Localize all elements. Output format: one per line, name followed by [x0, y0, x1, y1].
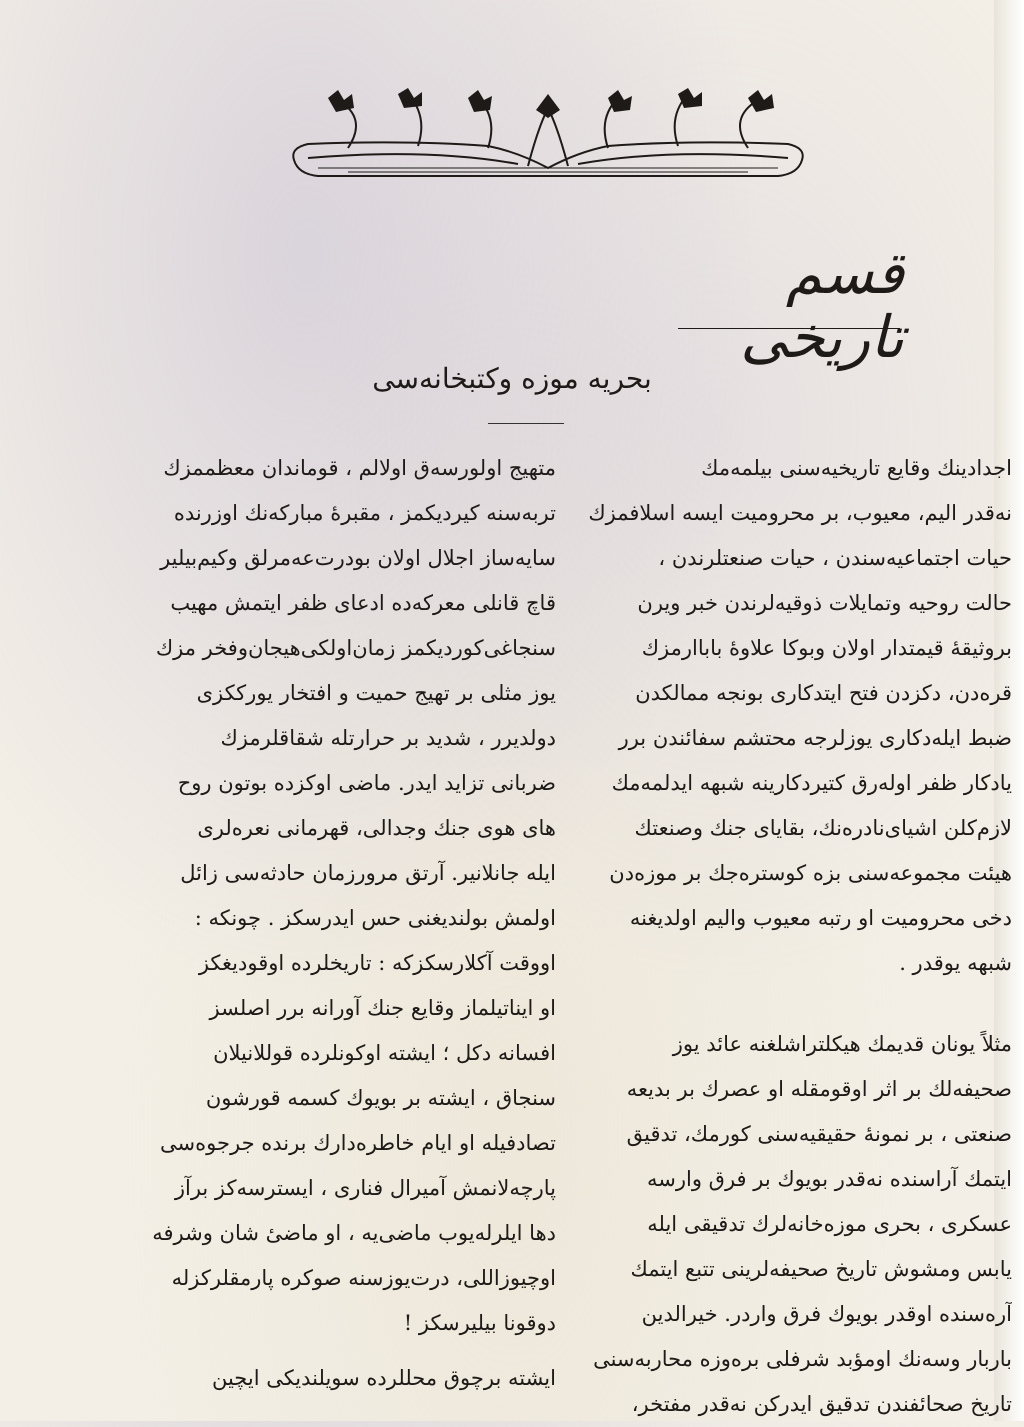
floral-ornament-icon: [288, 88, 808, 188]
text-line: یابس ومشوش تاریخ صحیفه‌لرینی تتبع ایتمك: [630, 1257, 1012, 1281]
text-line: قره‌دن، دكزدن فتح ایتدكاری بونجه ممالكدن: [635, 681, 1012, 705]
text-line: دولدیرر ، شدید بر حرارتله شقاقلرمزك: [220, 726, 556, 750]
right-paragraph-1: [572, 446, 1012, 986]
paragraph-gap: [116, 1346, 556, 1356]
text-line: عسكری ، بحری موزه‌خانه‌لرك تدقیقی ایله: [647, 1212, 1012, 1236]
text-line: پارچه‌لانمش آمیرال فناری ، ایسترسه‌كز برآز: [174, 1176, 556, 1200]
text-line: اجدادینك وقایع تاریخیه‌سنی بیلمه‌مك: [701, 456, 1012, 480]
left-column: [116, 446, 556, 1401]
left-paragraph-2: [116, 1356, 556, 1401]
text-line: ایشته برچوق محللرده سویلندیكی ایچین: [211, 1366, 556, 1390]
article-subtitle: بحریه موزه وکتبخانه‌سی: [372, 362, 652, 395]
text-line: حیات اجتماعیه‌سندن ، حیات صنعتلرندن ،: [658, 546, 1012, 570]
text-line: سنجاق ، ایشته بر بویوك كسمه قورشون: [205, 1086, 556, 1110]
text-line: آره‌سنده اوقدر بویوك فرق واردر. خیرالدین: [641, 1302, 1012, 1326]
text-line: اوچیوزاللی، درت‌یوزسنه صوكره پارمقلركزله: [171, 1266, 556, 1290]
paragraph-gap: [572, 986, 1012, 1022]
text-line: صحیفه‌لك بر اثر اوقومقله او عصرك بر بدیعه: [626, 1077, 1012, 1101]
text-line: نه‌قدر الیم، معیوب، بر محرومیت ایسه اسلافمزك: [588, 501, 1012, 525]
text-line: یوز مثلی بر تهیج حمیت و افتخار یورككزی: [196, 681, 556, 705]
text-line: یادكار ظفر اوله‌رق كتیردكارینه شبهه ایدلمه‌مك: [611, 771, 1012, 795]
right-column: [572, 446, 1012, 1427]
text-line: دوقونا بیلیرسكز !: [403, 1311, 556, 1335]
left-paragraph-1: [116, 446, 556, 1346]
text-line: او ایناتیلماز وقایع جنك آورانه برر اصلسز: [209, 996, 556, 1020]
text-line: سایه‌ساز اجلال اولان بودرت‌عه‌مرلق وكیم‌بیلیر: [160, 546, 556, 570]
text-line: ایتمك آراسنده نه‌قدر بویوك بر فرق وارسه: [647, 1167, 1012, 1191]
text-line: ضربانی تزاید ایدر. ماضی اوكزده بوتون روح: [177, 771, 556, 795]
text-line: هیئت مجموعه‌سنی بزه كوستره‌جك بر موزه‌دن: [609, 861, 1012, 885]
text-line: قاچ قانلی معركه‌ده ادعای ظفر ایتمش مهیب: [170, 591, 556, 615]
text-line: باربار وسه‌نك اومؤبد شرفلی بره‌وزه محاربه‌سنی: [593, 1347, 1012, 1371]
text-line: تربه‌سنه كیردیكمز ، مقبرهٔ مباركه‌نك اوزرنده: [173, 501, 556, 525]
text-line: بروثیقهٔ قیمتدار اولان وبوكا علاوهٔ باباارمزك: [641, 636, 1012, 660]
text-line: ایله جانلانیر. آرتق مرورزمان حادثه‌سی زائل: [180, 861, 556, 885]
text-line: تاریخ صحائفندن تدقیق ایدركن نه‌قدر مفتخر،: [631, 1392, 1012, 1416]
text-line: سنجاغی‌كوردیكمز زمان‌اولكی‌هیجان‌وفخر مزك: [155, 636, 556, 660]
subtitle-divider: [488, 423, 564, 424]
text-line: مثلاً یونان قدیمك هیكلتراشلغنه عائد یوز: [672, 1032, 1012, 1056]
text-line: های هوی جنك وجدالی، قهرمانی نعره‌لری: [197, 816, 556, 840]
text-line: لازم‌كلن اشیای‌نادره‌نك، بقایای جنك وصنعتك: [634, 816, 1012, 840]
text-line: تصادفیله او ایام خاطره‌دارك برنده جرجوه‌سی: [160, 1131, 556, 1155]
text-line: اووقت آكلارسكزكه : تاریخلرده اوقودیغكز: [198, 951, 556, 975]
text-line: افسانه دكل ؛ ایشته اوكونلرده قوللانیلان: [213, 1041, 556, 1065]
text-line: دخی محرومیت او رتبه معیوب والیم اولدیغنه: [629, 906, 1012, 930]
text-line: اولمش بولندیغنی حس ایدرسكز . چونكه :: [194, 906, 556, 930]
text-line: دها ایلرله‌یوب ماضی‌یه ، او ماضیٔ شان وشرفه: [152, 1221, 556, 1245]
section-title: قسم تاریخی: [740, 239, 904, 371]
text-line: حالت روحیه وتمایلات ذوقیه‌لرندن خبر ویرن: [637, 591, 1012, 615]
text-line: ضبط ایله‌دكاری یوزلرجه محتشم سفائندن برر: [618, 726, 1012, 750]
title-underline: [678, 328, 900, 329]
text-line: صنعتی ، بر نمونهٔ حقیقیه‌سنی كورمك، تدقیق: [626, 1122, 1012, 1146]
text-line: متهیج اولورسه‌ق اولالم ، قوماندان معظممزك: [163, 456, 556, 480]
text-line: شبهه یوقدر .: [899, 951, 1012, 975]
right-paragraph-2: [572, 1022, 1012, 1427]
